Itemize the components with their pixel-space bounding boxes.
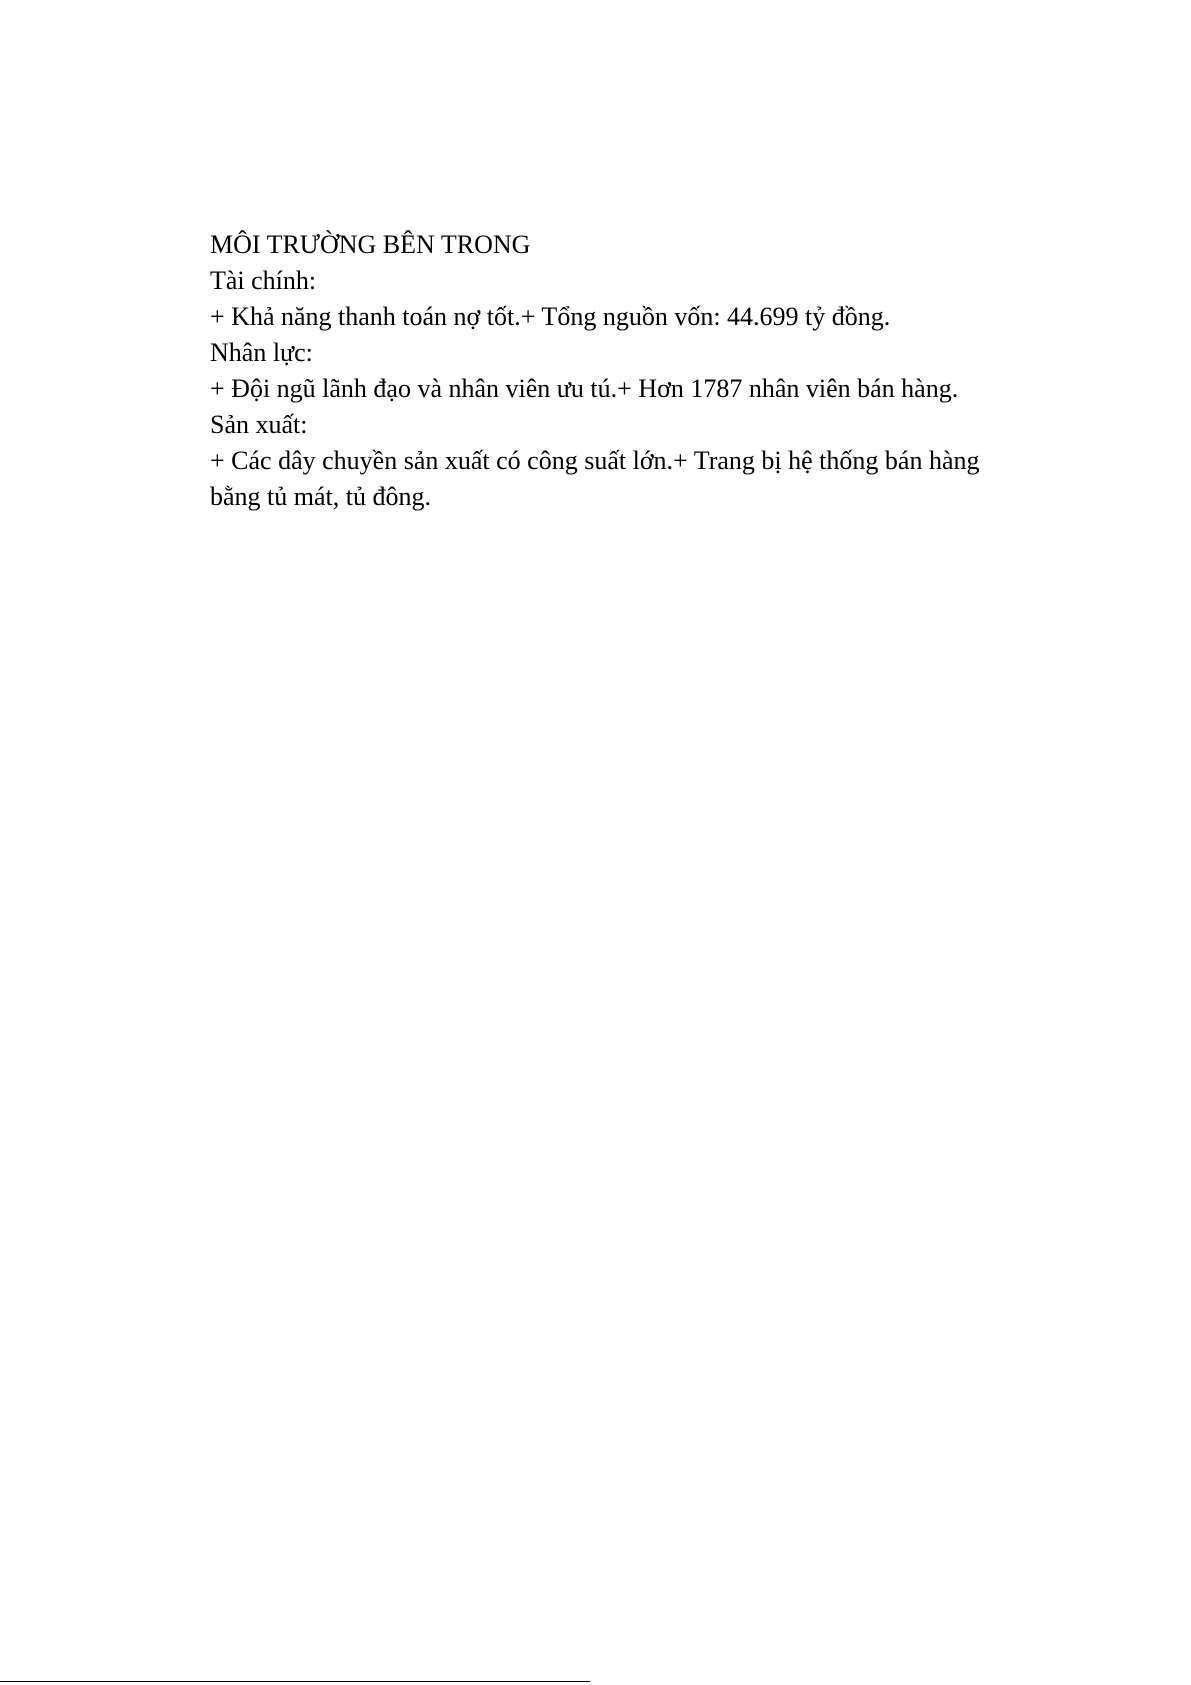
section-body-production: + Các dây chuyền sản xuất có công suất lớn.+ Trang bị hệ thống bán hàng bằng tủ mát, tủ đông. [210, 446, 986, 511]
footnote-separator [0, 1681, 590, 1682]
document-body [210, 227, 1030, 515]
section-title-production: Sản xuất: [210, 410, 308, 439]
section-title-personnel: Nhân lực: [210, 338, 313, 367]
section-body-finance: + Khả năng thanh toán nợ tốt.+ Tổng nguồn vốn: 44.699 tỷ đồng. [210, 302, 891, 331]
section-title-finance: Tài chính: [210, 266, 317, 295]
section-body-personnel: + Đội ngũ lãnh đạo và nhân viên ưu tú.+ Hơn 1787 nhân viên bán hàng. [210, 374, 959, 403]
section-heading: MÔI TRƯỜNG BÊN TRONG [210, 230, 531, 259]
